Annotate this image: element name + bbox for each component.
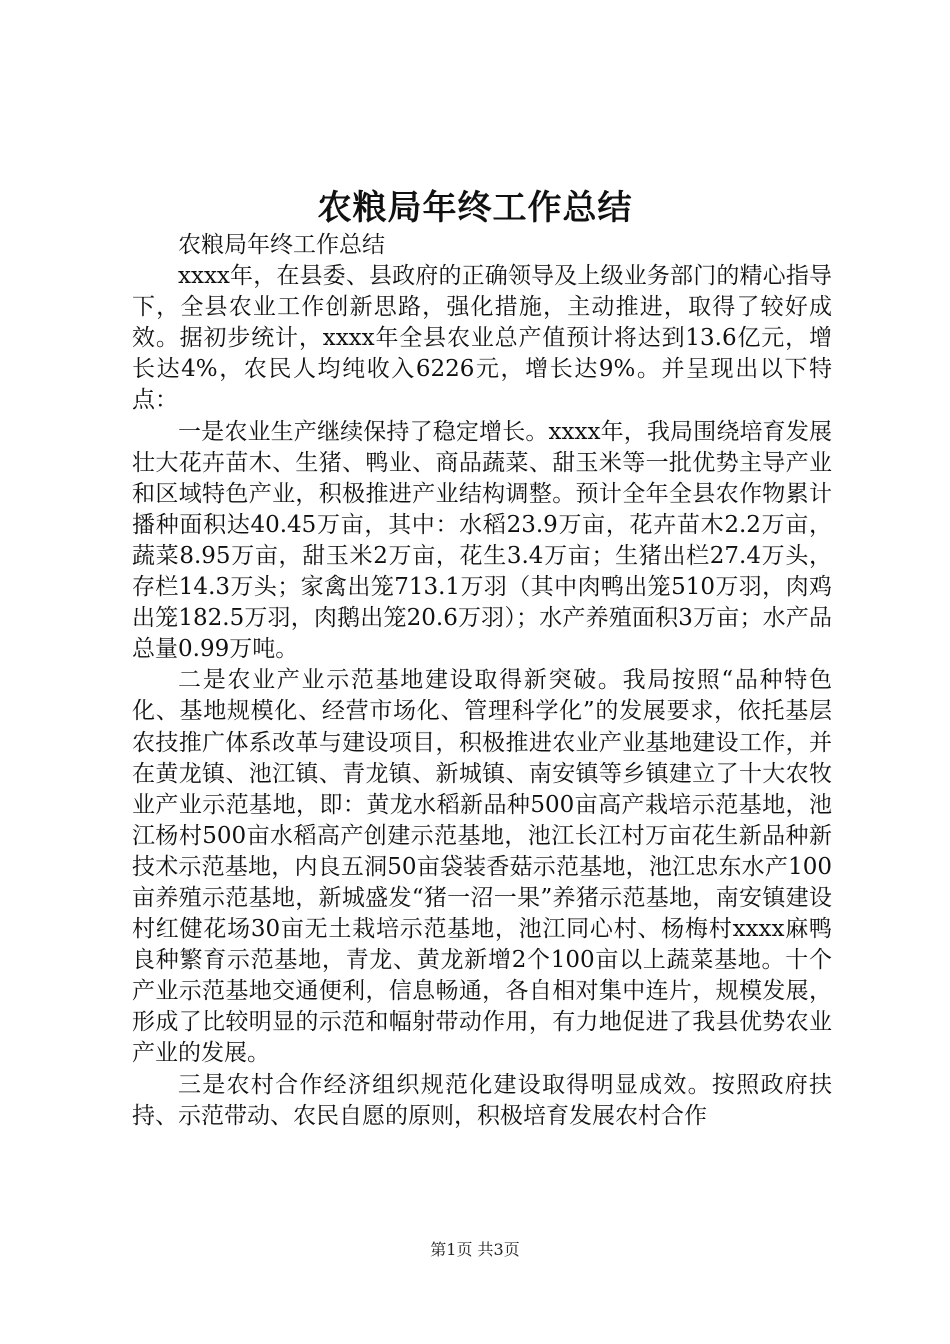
body-paragraph-heading: 农粮局年终工作总结	[178, 232, 385, 258]
body-paragraph-intro: xxxx年，在县委、县政府的正确领导及上级业务部门的精心指导下，全县农业工作创新思路，强化措施，主动推进，取得了较好成效。据初步统计，xxxx年全县农业总产值预计将达到13.6亿元，增长达4%，农民人均纯收入6226元，增长达9%。并呈现出以下特点：	[132, 263, 832, 414]
body-paragraph-production: 一是农业生产继续保持了稳定增长。xxxx年，我局围绕培育发展壮大花卉苗木、生猪、鸭业、商品蔬菜、甜玉米等一批优势主导产业和区域特色产业，积极推进产业结构调整。预计全年全县农作物累计播种面积达40.45万亩，其中：水稻23.9万亩，花卉苗木2.2万亩，蔬菜8.95万亩，甜玉米2万亩，花生3.4万亩；生猪出栏27.4万头，存栏14.3万头；家禽出笼713.1万羽（其中肉鸭出笼510万羽，肉鸡出笼182.5万羽，肉鹅出笼20.6万羽）；水产养殖面积3万亩；水产品总量0.99万吨。	[132, 418, 832, 663]
document-title: 农粮局年终工作总结	[317, 188, 633, 228]
body-paragraph-demonstration-bases: 二是农业产业示范基地建设取得新突破。我局按照“品种特色化、基地规模化、经营市场化、管理科学化”的发展要求，依托基层农技推广体系改革与建设项目，积极推进农业产业基地建设工作，并在黄龙镇、池江镇、青龙镇、新城镇、南安镇等乡镇建立了十大农牧业产业示范基地，即：黄龙水稻新品种500亩高产栽培示范基地，池江杨村500亩水稻高产创建示范基地，池江长江村万亩花生新品种新技术示范基地，内良五洞50亩袋装香菇示范基地，池江忠东水产100亩养殖示范基地，新城盛发“猪一沼一果”养猪示范基地，南安镇建设村红健花场30亩无土栽培示范基地，池江同心村、杨梅村xxxx麻鸭良种繁育示范基地，青龙、黄龙新增2个100亩以上蔬菜基地。十个产业示范基地交通便利，信息畅通，各自相对集中连片，规模发展，形成了比较明显的示范和幅射带动作用，有力地促进了我县优势农业产业的发展。	[132, 667, 832, 1067]
page-footer: 第1页 共3页	[430, 1240, 520, 1259]
document-body	[132, 230, 832, 1132]
body-paragraph-cooperatives: 三是农村合作经济组织规范化建设取得明显成效。按照政府扶持、示范带动、农民自愿的原则，积极培育发展农村合作	[132, 1071, 832, 1129]
